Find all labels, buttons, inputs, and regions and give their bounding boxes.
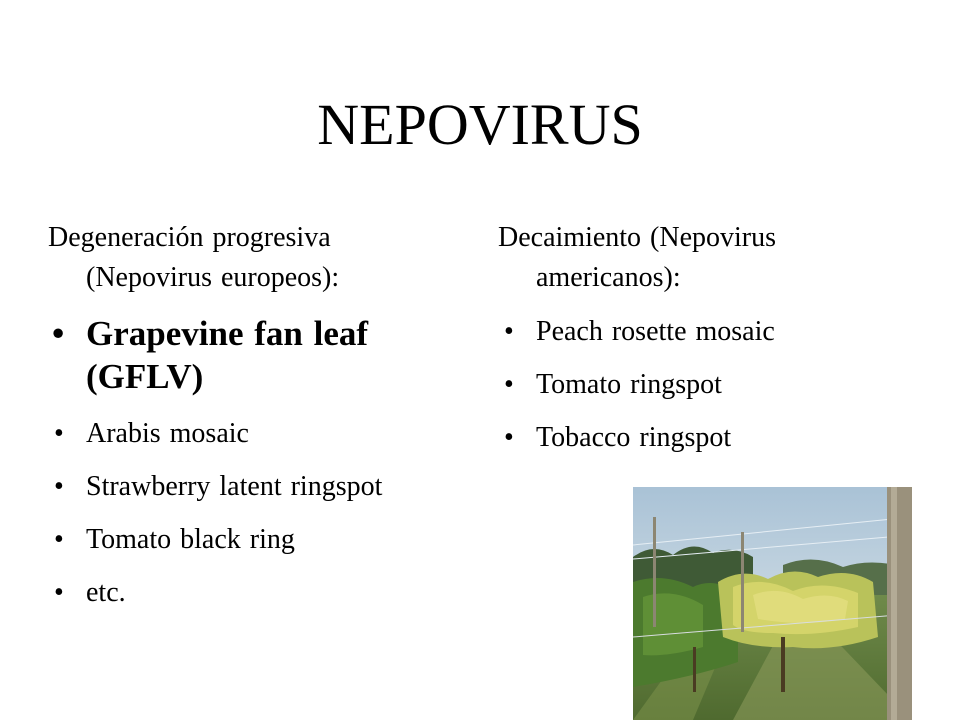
- list-item: [48, 573, 448, 613]
- slide-title: NEPOVIRUS: [317, 92, 643, 157]
- list-item: [498, 418, 898, 458]
- bullet-icon: •: [54, 524, 64, 555]
- list-item-label: Arabis mosaic: [86, 418, 249, 449]
- right-bullet-list: [498, 312, 898, 458]
- list-item: [498, 312, 898, 352]
- bullet-icon: •: [504, 422, 514, 453]
- left-bullet-list: [48, 312, 448, 613]
- bullet-icon: •: [54, 418, 64, 449]
- bullet-icon: •: [54, 471, 64, 502]
- bullet-icon: •: [52, 314, 65, 353]
- right-column: [498, 218, 898, 471]
- list-item: [48, 467, 448, 507]
- list-item-label: Tomato black ring: [86, 524, 295, 555]
- left-column: [48, 218, 448, 626]
- list-item: [48, 414, 448, 454]
- list-item-label: Grapevine fan leaf (GFLV): [86, 314, 369, 396]
- vineyard-photo: [633, 487, 912, 720]
- list-item-label: Strawberry latent ringspot: [86, 471, 383, 502]
- list-item: [498, 365, 898, 405]
- bullet-icon: •: [504, 369, 514, 400]
- list-item: [48, 520, 448, 560]
- list-item-label: Peach rosette mosaic: [536, 316, 775, 347]
- right-column-intro: Decaimiento (Nepovirus americanos):: [498, 222, 777, 293]
- list-item-label: Tobacco ringspot: [536, 422, 732, 453]
- list-item-label: Tomato ringspot: [536, 369, 722, 400]
- left-column-intro: Degeneración progresiva (Nepovirus europeos):: [48, 222, 340, 293]
- bullet-icon: •: [54, 577, 64, 608]
- list-item-label: etc.: [86, 577, 126, 608]
- bullet-icon: •: [504, 316, 514, 347]
- list-item: [48, 312, 448, 398]
